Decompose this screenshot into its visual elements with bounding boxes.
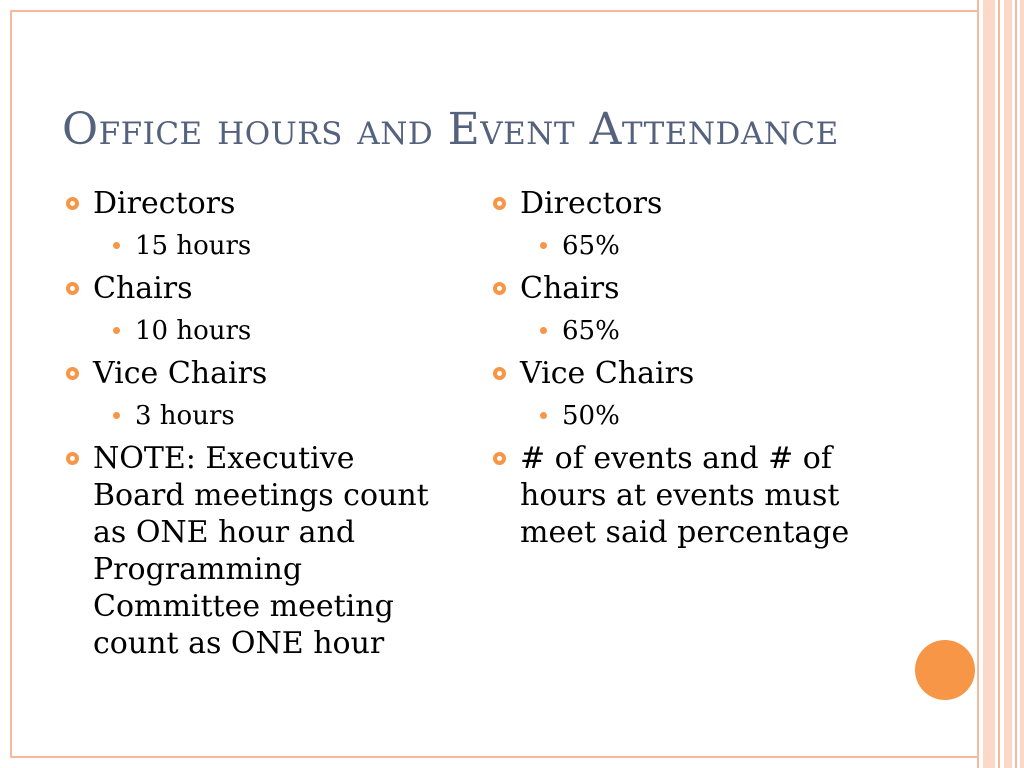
subitem-label: 65% [562, 231, 620, 261]
ring-bullet-icon [66, 282, 79, 295]
left-bullet-list [0, 185, 470, 662]
subitem-label: 3 hours [135, 401, 235, 431]
frame-line-bottom [10, 756, 978, 758]
right-stripe [1004, 0, 1012, 768]
item-label: Vice Chairs [93, 356, 268, 391]
slide-title: Office hours and Event Attendance [62, 104, 839, 155]
right-subitem-directors-percent [520, 222, 967, 270]
left-subitem-chairs-hours [93, 307, 470, 355]
sub-list [427, 222, 967, 270]
right-subitem-vice-chairs-percent [520, 392, 967, 440]
item-label: Chairs [520, 271, 620, 306]
dot-bullet-icon [540, 242, 547, 249]
sub-list [427, 307, 967, 355]
item-label: Chairs [93, 271, 193, 306]
subitem-label: 50% [562, 401, 620, 431]
ring-bullet-icon [66, 452, 79, 465]
subitem-label: 15 hours [135, 231, 252, 261]
right-stripe [1020, 0, 1024, 768]
ring-bullet-icon [66, 367, 79, 380]
dot-bullet-icon [113, 327, 120, 334]
decorative-circle [915, 640, 975, 700]
item-label: # of events and # of hours at events must meet said percentage [520, 441, 850, 550]
right-subitem-chairs-percent [520, 307, 967, 355]
right-item-vice-chairs [427, 355, 967, 440]
dot-bullet-icon [540, 327, 547, 334]
ring-bullet-icon [493, 367, 506, 380]
sub-list [0, 222, 470, 270]
ring-bullet-icon [493, 282, 506, 295]
sub-list [0, 307, 470, 355]
dot-bullet-icon [540, 412, 547, 419]
sub-list [0, 392, 470, 440]
left-column [0, 185, 470, 662]
frame-line-top [10, 10, 978, 12]
sub-list [427, 392, 967, 440]
ring-bullet-icon [493, 452, 506, 465]
subitem-label: 10 hours [135, 316, 252, 346]
right-column [427, 185, 967, 551]
dot-bullet-icon [113, 412, 120, 419]
right-bullet-list [427, 185, 967, 551]
right-stripe [977, 0, 979, 768]
right-stripe [983, 0, 995, 768]
item-label: Vice Chairs [520, 356, 695, 391]
right-item-directors [427, 185, 967, 270]
left-item-chairs [0, 270, 470, 355]
item-label: NOTE: Executive Board meetings count as ONE hour and Programming Committee meeting count as ONE hour [93, 441, 429, 661]
left-item-vice-chairs [0, 355, 470, 440]
right-stripe [998, 0, 1000, 768]
right-item-chairs [427, 270, 967, 355]
subitem-label: 65% [562, 316, 620, 346]
ring-bullet-icon [493, 197, 506, 210]
right-item-events-note [427, 440, 967, 551]
right-stripe [1015, 0, 1017, 768]
left-subitem-vice-chairs-hours [93, 392, 470, 440]
left-item-directors [0, 185, 470, 270]
left-subitem-directors-hours [93, 222, 470, 270]
ring-bullet-icon [66, 197, 79, 210]
item-label: Directors [520, 186, 663, 221]
left-item-note [0, 440, 470, 662]
item-label: Directors [93, 186, 236, 221]
dot-bullet-icon [113, 242, 120, 249]
